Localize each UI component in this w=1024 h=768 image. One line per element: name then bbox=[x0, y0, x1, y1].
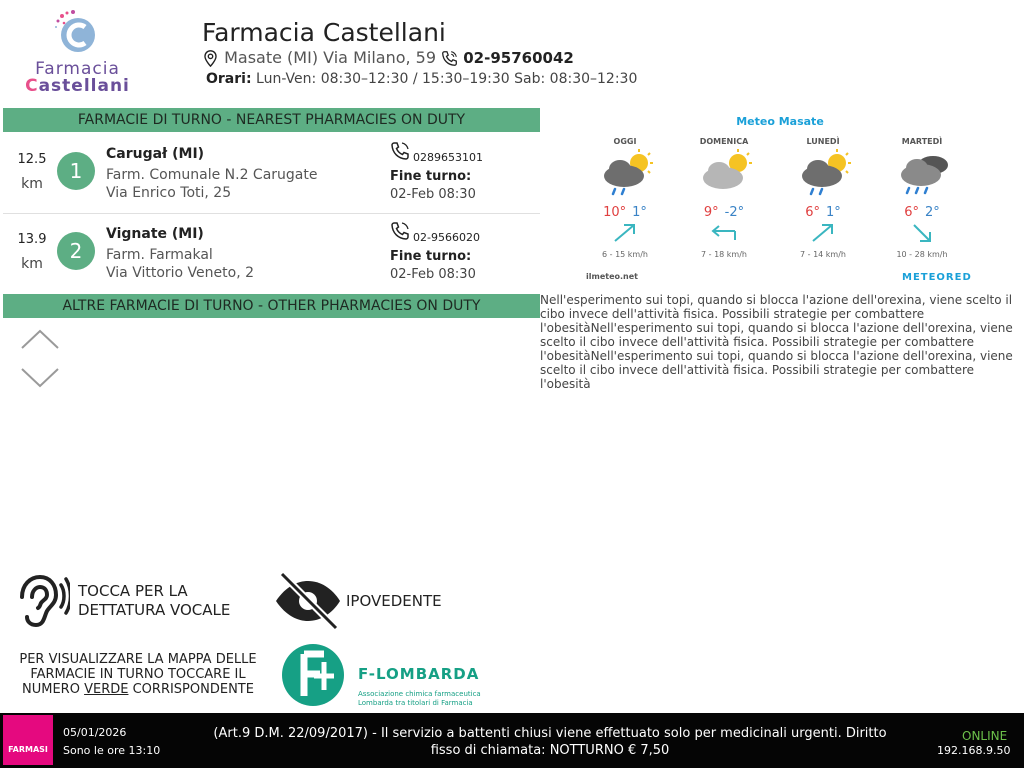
wind-speed: 7 - 18 km/h bbox=[701, 250, 747, 259]
weather-day-name: LUNEDÌ bbox=[806, 137, 840, 146]
cloud-sun-rain-icon bbox=[600, 147, 656, 197]
weather-day bbox=[882, 135, 962, 265]
wind-speed: 7 - 14 km/h bbox=[800, 250, 846, 259]
voice-dictation-line2: DETTATURA VOCALE bbox=[78, 601, 231, 619]
logo-line1: Farmacia bbox=[35, 59, 120, 79]
shift-end-label: Fine turno: bbox=[390, 249, 472, 264]
temp-min: 1° bbox=[632, 205, 647, 220]
store-address-line bbox=[202, 48, 574, 67]
voice-dictation-line1: TOCCA PER LA bbox=[78, 582, 188, 600]
shift-end-time: 02-Feb 08:30 bbox=[390, 267, 476, 282]
weather-day bbox=[783, 135, 863, 265]
pharmacy-phone[interactable]: 02-9566020 bbox=[413, 231, 480, 244]
weather-day-temps bbox=[684, 205, 764, 220]
federation-subtitle-line1: Associazione chimica farmaceutica bbox=[358, 690, 481, 698]
pharmacy-map-number-button[interactable]: 1 bbox=[57, 152, 95, 190]
news-ticker-text: Nell'esperimento sui topi, quando si blocca l'azione dell'orexina, viene scelto il cibo invece dell'attività fisica. Possibili strategie per combattere l'obesitàNell'esperimento sui topi, quando si blocca l'azione dell'orexina, viene scelto il cibo invece dell'attività fisica. Possibili strategie per combattere l'obesitàNell'esperimento sui topi, quando si blocca l'azione dell'orexina, viene scelto il cibo invece dell'attività fisica. Possibili strategie per combattere l'obesità bbox=[540, 293, 1013, 391]
weather-day-temps bbox=[585, 205, 665, 220]
shift-end-label: Fine turno: bbox=[390, 169, 472, 184]
location-pin-icon bbox=[202, 50, 219, 67]
current-time: Sono le ore 13:10 bbox=[63, 744, 161, 757]
hours-label: Orari: bbox=[206, 71, 252, 87]
temp-max: 9° bbox=[703, 205, 719, 220]
wind-direction-icon bbox=[907, 222, 937, 244]
cloud-rain-icon bbox=[897, 147, 953, 197]
store-name: Farmacia Castellani bbox=[202, 18, 446, 47]
low-vision-eye-slash-icon[interactable] bbox=[272, 570, 344, 632]
pharmacy-name: Farm. Farmakal bbox=[106, 247, 213, 263]
pharmacy-logo bbox=[20, 10, 140, 98]
pharmacy-name: Farm. Comunale N.2 Carugate bbox=[106, 167, 318, 183]
pharmacy-street: Via Enrico Toti, 25 bbox=[106, 185, 232, 201]
store-address: Masate (MI) Via Milano, 59 bbox=[224, 48, 437, 67]
weather-widget bbox=[580, 110, 980, 290]
farmasi-logo-text: FARMASI bbox=[8, 745, 48, 754]
wind-direction-icon bbox=[610, 222, 640, 244]
pharmacy-distance-unit: km bbox=[21, 176, 43, 192]
phone-icon bbox=[390, 141, 410, 161]
cloud-sun-rain-icon bbox=[798, 147, 854, 197]
map-hint-text: NUMERO bbox=[22, 682, 85, 697]
wind-speed: 10 - 28 km/h bbox=[896, 250, 948, 259]
federation-subtitle-line2: Lombarda tra titolari di Farmacia bbox=[358, 699, 473, 707]
pharmacy-distance-unit: km bbox=[21, 256, 43, 272]
farmasi-logo bbox=[3, 715, 53, 765]
low-vision-button[interactable]: IPOVEDENTE bbox=[346, 592, 442, 610]
logo-initial: C bbox=[25, 76, 39, 96]
pharmacy-city: Carugał (MI) bbox=[106, 146, 205, 162]
wind-direction-icon bbox=[709, 222, 739, 244]
map-hint-line1: PER VISUALIZZARE LA MAPPA DELLE bbox=[19, 652, 257, 667]
weather-day-name: MARTEDÌ bbox=[901, 137, 943, 146]
connection-status: ONLINE bbox=[962, 729, 1008, 743]
weather-day-temps bbox=[882, 205, 962, 220]
logo-c-icon bbox=[20, 10, 135, 60]
service-notice-line1: (Art.9 D.M. 22/09/2017) - Il servizio a battenti chiusi viene effettuato solo per medicinali urgenti. Diritto bbox=[213, 726, 887, 741]
pharmacy-distance: 13.9 bbox=[17, 232, 47, 247]
federation-name: F-LOMBARDA bbox=[358, 665, 480, 683]
footer-bar bbox=[0, 713, 1024, 768]
cloud-sun-icon bbox=[699, 147, 755, 197]
map-hint-line2: FARMACIE IN TURNO TOCCARE IL bbox=[30, 667, 246, 682]
ip-address: 192.168.9.50 bbox=[937, 744, 1011, 757]
map-hint-line3 bbox=[3, 682, 273, 697]
weather-day bbox=[585, 135, 665, 265]
hours-value: Lun-Ven: 08:30–12:30 / 15:30–19:30 Sab: 08:30–12:30 bbox=[256, 71, 638, 87]
pharmacy-phone[interactable]: 0289653101 bbox=[413, 151, 483, 164]
nearest-pharmacies-header: FARMACIE DI TURNO - NEAREST PHARMACIES ON DUTY bbox=[3, 108, 540, 132]
pharmacy-map-number-button[interactable]: 2 bbox=[57, 232, 95, 270]
temp-min: 2° bbox=[925, 205, 940, 220]
voice-dictation-button[interactable] bbox=[78, 582, 230, 620]
map-hint-text: CORRISPONDENTE bbox=[128, 682, 254, 697]
logo-rest: astellani bbox=[38, 76, 130, 96]
temp-max: 6° bbox=[904, 205, 919, 220]
pharmacy-street: Via Vittorio Veneto, 2 bbox=[106, 265, 255, 281]
federation-subtitle bbox=[358, 690, 481, 708]
pharmacy-row[interactable] bbox=[3, 134, 540, 214]
wind-direction-icon bbox=[808, 222, 838, 244]
phone-icon bbox=[390, 221, 410, 241]
temp-max: 6° bbox=[805, 205, 820, 220]
service-notice bbox=[160, 725, 940, 759]
temp-min: 1° bbox=[826, 205, 841, 220]
weather-day bbox=[684, 135, 764, 265]
scroll-down-chevron-icon[interactable] bbox=[20, 367, 60, 389]
wind-speed: 6 - 15 km/h bbox=[602, 250, 648, 259]
other-pharmacies-header: ALTRE FARMACIE DI TURNO - OTHER PHARMACIES ON DUTY bbox=[3, 294, 540, 318]
scroll-up-chevron-icon[interactable] bbox=[20, 328, 60, 350]
weather-day-temps bbox=[783, 205, 863, 220]
map-hint-highlight: VERDE bbox=[84, 682, 129, 697]
temp-min: -2° bbox=[724, 205, 745, 220]
temp-max: 10° bbox=[603, 205, 627, 220]
pharmacy-row[interactable] bbox=[3, 214, 540, 294]
weather-title: Meteo Masate bbox=[736, 115, 824, 128]
phone-icon bbox=[441, 50, 458, 67]
map-instructions bbox=[3, 652, 273, 697]
logo-line2 bbox=[20, 76, 135, 96]
weather-day-name: OGGI bbox=[613, 137, 637, 146]
pharmacy-distance: 12.5 bbox=[17, 152, 47, 167]
current-date: 05/01/2026 bbox=[63, 726, 127, 739]
weather-provider-brand: METEORED bbox=[902, 272, 972, 283]
pharmacy-city: Vignate (MI) bbox=[106, 226, 204, 242]
hearing-ear-icon[interactable] bbox=[10, 571, 70, 631]
weather-source-brand: ilmeteo.net bbox=[586, 272, 638, 281]
store-hours bbox=[206, 71, 637, 87]
shift-end-time: 02-Feb 08:30 bbox=[390, 187, 476, 202]
weather-day-name: DOMENICA bbox=[699, 137, 749, 146]
service-notice-line2: fisso di chiamata: NOTTURNO € 7,50 bbox=[430, 743, 670, 758]
store-phone[interactable]: 02-95760042 bbox=[463, 49, 574, 67]
federation-logo-icon bbox=[280, 642, 350, 708]
